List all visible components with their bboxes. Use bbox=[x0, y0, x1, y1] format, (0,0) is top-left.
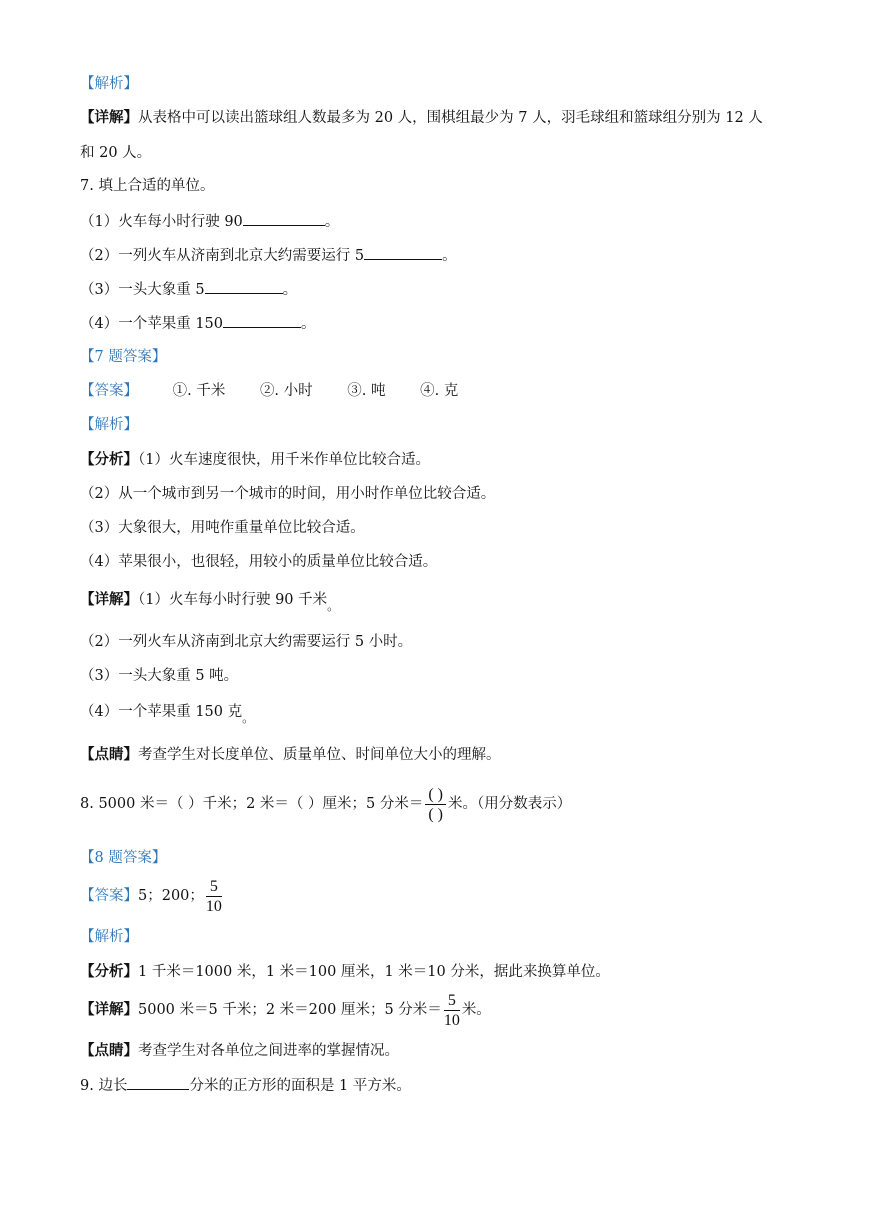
item-text: （3）一头大象重 5 bbox=[80, 282, 205, 298]
answer-blank bbox=[243, 211, 325, 226]
question-text: 8. 5000 米＝（ ）千米；2 米＝（ ）厘米；5 分米＝ bbox=[80, 796, 424, 812]
comment-tag: 【点睛】 bbox=[80, 746, 138, 763]
detail-7-line-4 bbox=[80, 702, 255, 725]
denominator-blank: ( ) bbox=[428, 805, 443, 823]
answer-fraction bbox=[206, 877, 222, 916]
detail-6-cont: 和 20 人。 bbox=[80, 145, 152, 161]
answer-blank bbox=[127, 1075, 189, 1090]
question-text-end: 米。（用分数表示） bbox=[448, 796, 572, 812]
question-text: 9. 边长 bbox=[80, 1078, 128, 1094]
period: 。 bbox=[242, 711, 255, 725]
answer-option-1: ①. 千米 bbox=[172, 383, 226, 399]
analysis-text: （1）火车速度很快，用千米作单位比较合适。 bbox=[138, 452, 430, 468]
item-end: 。 bbox=[282, 282, 298, 298]
answer-option-3: ③. 吨 bbox=[347, 383, 386, 399]
analysis-8 bbox=[80, 962, 610, 982]
item-text: （2）一列火车从济南到北京大约需要运行 5 bbox=[80, 248, 365, 264]
comment-text: 考查学生对长度单位、质量单位、时间单位大小的理解。 bbox=[138, 747, 501, 763]
question-7-item-1 bbox=[80, 211, 339, 232]
analysis-heading-8: 【解析】 bbox=[80, 929, 138, 945]
detail-fraction bbox=[444, 991, 460, 1030]
detail-tag: 【详解】 bbox=[80, 109, 138, 126]
analysis-tag: 【分析】 bbox=[80, 963, 138, 980]
detail-text: （1）火车每小时行驶 90 千米 bbox=[138, 592, 328, 608]
analysis-heading-7: 【解析】 bbox=[80, 417, 138, 433]
answer-blank bbox=[364, 245, 442, 260]
comment-text: 考查学生对各单位之间进率的掌握情况。 bbox=[138, 1043, 399, 1059]
answer-blank bbox=[223, 313, 301, 328]
analysis-heading-6: 【解析】 bbox=[80, 76, 138, 92]
question-7-item-4 bbox=[80, 313, 316, 334]
answer-blank bbox=[205, 279, 283, 294]
detail-7-line-2: （2）一列火车从济南到北京大约需要运行 5 小时。 bbox=[80, 634, 413, 650]
answer-8 bbox=[80, 876, 224, 916]
denominator: 10 bbox=[443, 1011, 460, 1029]
question-text-end: 分米的正方形的面积是 1 平方米。 bbox=[189, 1078, 411, 1094]
detail-6 bbox=[80, 108, 763, 128]
detail-tag: 【详解】 bbox=[80, 1001, 138, 1018]
analysis-7-line-2: （2）从一个城市到另一个城市的时间，用小时作单位比较合适。 bbox=[80, 486, 496, 502]
detail-7-line-3: （3）一头大象重 5 吨。 bbox=[80, 668, 239, 684]
detail-text: 5000 米＝5 千米；2 米＝200 厘米；5 分米＝ bbox=[138, 1002, 442, 1018]
question-8 bbox=[80, 780, 571, 828]
answer-tag: 【答案】 bbox=[80, 383, 138, 399]
comment-tag: 【点睛】 bbox=[80, 1042, 138, 1059]
detail-8 bbox=[80, 990, 491, 1030]
question-7-item-3 bbox=[80, 279, 297, 300]
detail-7-line-1 bbox=[80, 590, 340, 613]
question-7-item-2 bbox=[80, 245, 457, 266]
item-text: （4）一个苹果重 150 bbox=[80, 316, 224, 332]
detail-text: （4）一个苹果重 150 克 bbox=[80, 704, 243, 720]
denominator: 10 bbox=[205, 897, 222, 915]
numerator: 5 bbox=[206, 877, 222, 897]
answer-text: 5；200； bbox=[138, 888, 204, 904]
detail-tag: 【详解】 bbox=[80, 591, 138, 608]
comment-8 bbox=[80, 1041, 399, 1061]
item-end: 。 bbox=[442, 248, 457, 264]
answer-tag: 【答案】 bbox=[80, 888, 138, 904]
analysis-7-line-1 bbox=[80, 450, 430, 470]
answer-7 bbox=[80, 381, 458, 401]
analysis-7-line-3: （3）大象很大，用吨作重量单位比较合适。 bbox=[80, 520, 365, 536]
numerator: 5 bbox=[444, 991, 460, 1011]
fraction-blank bbox=[425, 785, 446, 824]
answer-heading-7: 【7 题答案】 bbox=[80, 349, 167, 365]
detail-text-end: 米。 bbox=[461, 1002, 491, 1018]
analysis-7-line-4: （4）苹果很小，也很轻，用较小的质量单位比较合适。 bbox=[80, 554, 438, 570]
item-end: 。 bbox=[301, 316, 316, 332]
analysis-tag: 【分析】 bbox=[80, 451, 138, 468]
answer-option-4: ④. 克 bbox=[420, 383, 459, 399]
period: 。 bbox=[327, 599, 340, 613]
comment-7 bbox=[80, 745, 501, 765]
detail-text: 从表格中可以读出篮球组人数最多为 20 人，围棋组最少为 7 人，羽毛球组和篮球组分别为 12 人 bbox=[138, 110, 763, 126]
item-end: 。 bbox=[324, 214, 340, 230]
question-9 bbox=[80, 1075, 411, 1096]
answer-heading-8: 【8 题答案】 bbox=[80, 850, 167, 866]
question-7-title: 7. 填上合适的单位。 bbox=[80, 178, 215, 194]
answer-option-2: ②. 小时 bbox=[259, 383, 313, 399]
numerator-blank: ( ) bbox=[425, 785, 446, 805]
analysis-text: 1 千米＝1000 米，1 米＝100 厘米，1 米＝10 分米，据此来换算单位。 bbox=[138, 964, 610, 980]
item-text: （1）火车每小时行驶 90 bbox=[80, 214, 243, 230]
